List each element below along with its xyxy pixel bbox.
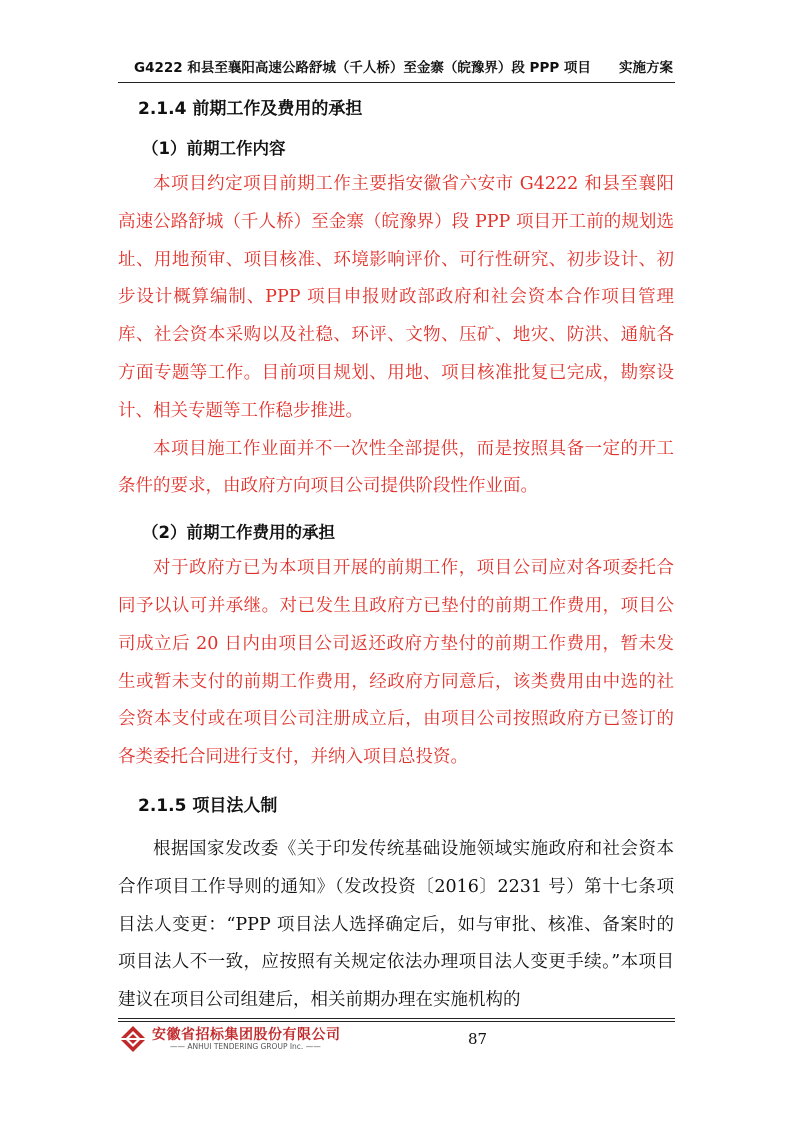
paragraph-preliminary-work-scope: 本项目约定项目前期工作主要指安徽省六安市 G4222 和县至襄阳高速公路舒城（千人桥）至金寨（皖豫界）段 PPP 项目开工前的规划选址、用地预审、项目核准、环境影响评价、可行性研究、初步设计、初步设计概算编制、PPP 项目申报财政部政府和社会资本合作项目管理库、社会资本采购以及社稳、环评、文物、压矿、地灾、防洪、通航各方面专题等工作。目前项目规划、用地、项目核准批复已完成，勘察设计、相关专题等工作稳步推进。: [118, 174, 674, 421]
section-heading-2-1-4: 2.1.4 前期工作及费用的承担: [138, 99, 363, 119]
company-logo: [118, 1024, 358, 1054]
header-doc-type: 实施方案: [619, 60, 673, 76]
header-title: G4222 和县至襄阳高速公路舒城（千人桥）至金寨（皖豫界）段 PPP 项目: [134, 60, 591, 76]
company-name-cn: 安徽省招标集团股份有限公司: [152, 1027, 341, 1043]
paragraph-work-surface: 本项目施工作业面并不一次性全部提供，而是按照具备一定的开工条件的要求，由政府方向项目公司提供阶段性作业面。: [118, 438, 674, 497]
paragraph-preliminary-cost: 对于政府方已为本项目开展的前期工作，项目公司应对各项委托合同予以认可并承继。对已发生且政府方已垫付的前期工作费用，项目公司成立后 20 日内由项目公司返还政府方垫付的前期工作费用，暂未发生或暂未支付的前期工作费用，经政府方同意后，该类费用由中选的社会资本支付或在项目公司注册成立后，由项目公司按照政府方已签订的各类委托合同进行支付，并纳入项目总投资。: [118, 558, 674, 768]
company-name-en: —— ANHUI TENDERING GROUP Inc. ——: [170, 1042, 321, 1051]
page-header: [118, 52, 675, 82]
subheading-preliminary-cost-bearing: （2）前期工作费用的承担: [142, 523, 335, 543]
subheading-preliminary-work-content: （1）前期工作内容: [142, 139, 286, 158]
paragraph-project-legal-person: 根据国家发改委《关于印发传统基础设施领域实施政府和社会资本合作项目工作导则的通知》（发改投资〔2016〕2231 号）第十七条项目法人变更：“PPP 项目法人选择确定后，如与审批、核准、备案时的项目法人不一致，应按照有关规定依法办理项目法人变更手续。”本项目建议在项目公司组建后，相关前期办理在实施机构的: [118, 838, 674, 1011]
page-number: 87: [468, 1030, 488, 1048]
header-rule: [118, 82, 675, 83]
document-body: [118, 92, 674, 1020]
company-logo-icon: [118, 1024, 148, 1054]
section-heading-2-1-5: 2.1.5 项目法人制: [138, 795, 278, 816]
footer-rule: [118, 1018, 675, 1019]
footer-rule-double: [118, 1021, 675, 1022]
